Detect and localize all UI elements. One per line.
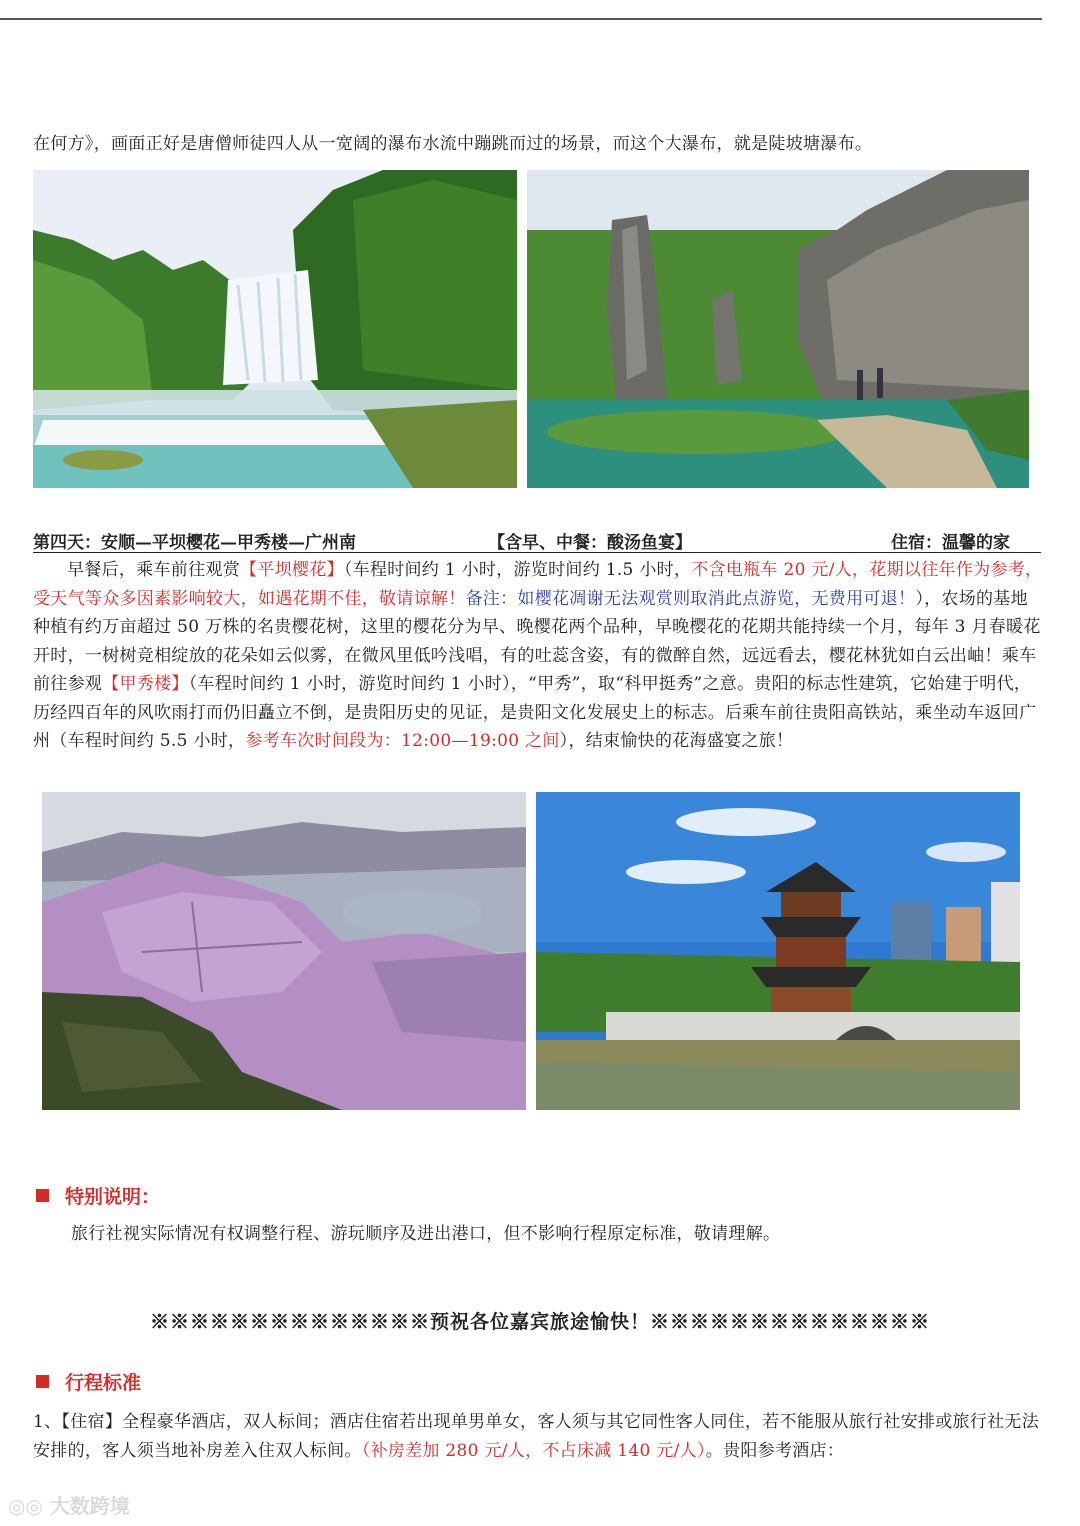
day4-text-4: （车程时间约 1 小时，游览时间约 1 小时），“甲秀”，取“科甲挺秀”之意。贵阳的标志性建筑，它始建于明代，历经四百年的风吹雨打而仍旧矗立不倒，是贵阳历史的见证，是贵阳文化发展史上的标志。后乘车前往贵阳高铁站，乘坐动车返回广州（车程时间约 5.5 小时， xyxy=(33,674,1037,751)
karst-lake-photo xyxy=(527,170,1029,488)
top-rule xyxy=(0,18,1042,20)
day4-header xyxy=(33,526,1041,553)
sakura-note-blue: 备注：如樱花凋谢无法观赏则取消此点游览，无费用可退！ xyxy=(465,588,916,609)
special-notes-text: 旅行社视实际情况有权调整行程、游玩顺序及进出港口，但不影响行程原定标准，敬请理解。 xyxy=(71,1224,781,1244)
accommodation-text: 全程豪华酒店，双人标间；酒店住宿若出现单男单女，客人须与其它同性客人同住，若不能服从旅行社安排或旅行社无法安排的，客人须当地补房差入住双人标间。 xyxy=(33,1412,1040,1461)
day4-text-3: ），农场的基地种植有约万亩超过 50 万株的名贵樱花树，这里的樱花分为早、晚樱花两个品种，早晚樱花的花期共能持续一个月，每年 3 月春暖花开时，一树树竞相绽放的花朵如云似雾，在微风里低吟浅唱，有的吐蕊含姿，有的微醉自然，远远看去，樱花林犹如白云出岫！乘车前往参观 xyxy=(33,588,1041,694)
accommodation-paragraph xyxy=(33,1408,1043,1465)
day4-text-5: ），结束愉快的花海盛宴之旅！ xyxy=(559,731,794,751)
special-notes-title xyxy=(36,1182,160,1209)
bullet-square-icon xyxy=(36,1189,49,1202)
item-number: 1、 xyxy=(33,1412,62,1432)
day4-text-1: 早餐后，乘车前往观赏 xyxy=(67,560,240,580)
jiaxiu-highlight: 【甲秀楼】 xyxy=(102,674,189,694)
train-time-note: 参考车次时间段为：12:00—19:00 之间 xyxy=(245,731,560,751)
standards-label: 行程标准 xyxy=(65,1372,142,1394)
bullet-square-icon xyxy=(36,1375,49,1388)
jiaxiu-tower-photo xyxy=(536,792,1020,1110)
room-supplement-note: （补房差加 280 元/人，不占床减 140 元/人） xyxy=(361,1440,706,1461)
accommodation-label: 【住宿】 xyxy=(61,1412,123,1432)
accommodation-tail: 。贵阳参考酒店： xyxy=(705,1440,845,1461)
day4-lodging: 住宿：温馨的家 xyxy=(891,533,1010,553)
watermark xyxy=(8,1490,130,1519)
day4-text-2: （车程时间约 1 小时，游览时间约 1.5 小时， xyxy=(343,560,692,580)
sakura-note-red: 不含电瓶车 20 元/人，花期以往年作为参考，受天气等众多因素影响较大，如遇花期不佳，敬请谅解！ xyxy=(33,560,1043,609)
cherry-blossom-photo xyxy=(42,792,526,1110)
day4-paragraph xyxy=(33,556,1043,756)
watermark-logo-icon: ◎◎ xyxy=(8,1494,43,1518)
sakura-highlight: 【平坝樱花】 xyxy=(240,560,344,580)
special-notes-label: 特别说明： xyxy=(65,1186,161,1208)
day4-meals: 【含早、中餐：酸汤鱼宴】 xyxy=(488,533,692,553)
day4-title: 第四天：安顺—平坝樱花—甲秀楼—广州南 xyxy=(33,533,356,553)
watermark-text: 大数跨境 xyxy=(49,1494,130,1518)
waterfall-photo xyxy=(33,170,517,488)
standards-title xyxy=(36,1368,141,1395)
intro-paragraph: 在何方》，画面正好是唐僧师徒四人从一宽阔的瀑布水流中蹦跳而过的场景，而这个大瀑布，就是陡坡塘瀑布。 xyxy=(33,134,873,154)
wish-line: ※※※※※※※※※※※※※※预祝各位嘉宾旅途愉快！※※※※※※※※※※※※※※ xyxy=(149,1311,930,1333)
